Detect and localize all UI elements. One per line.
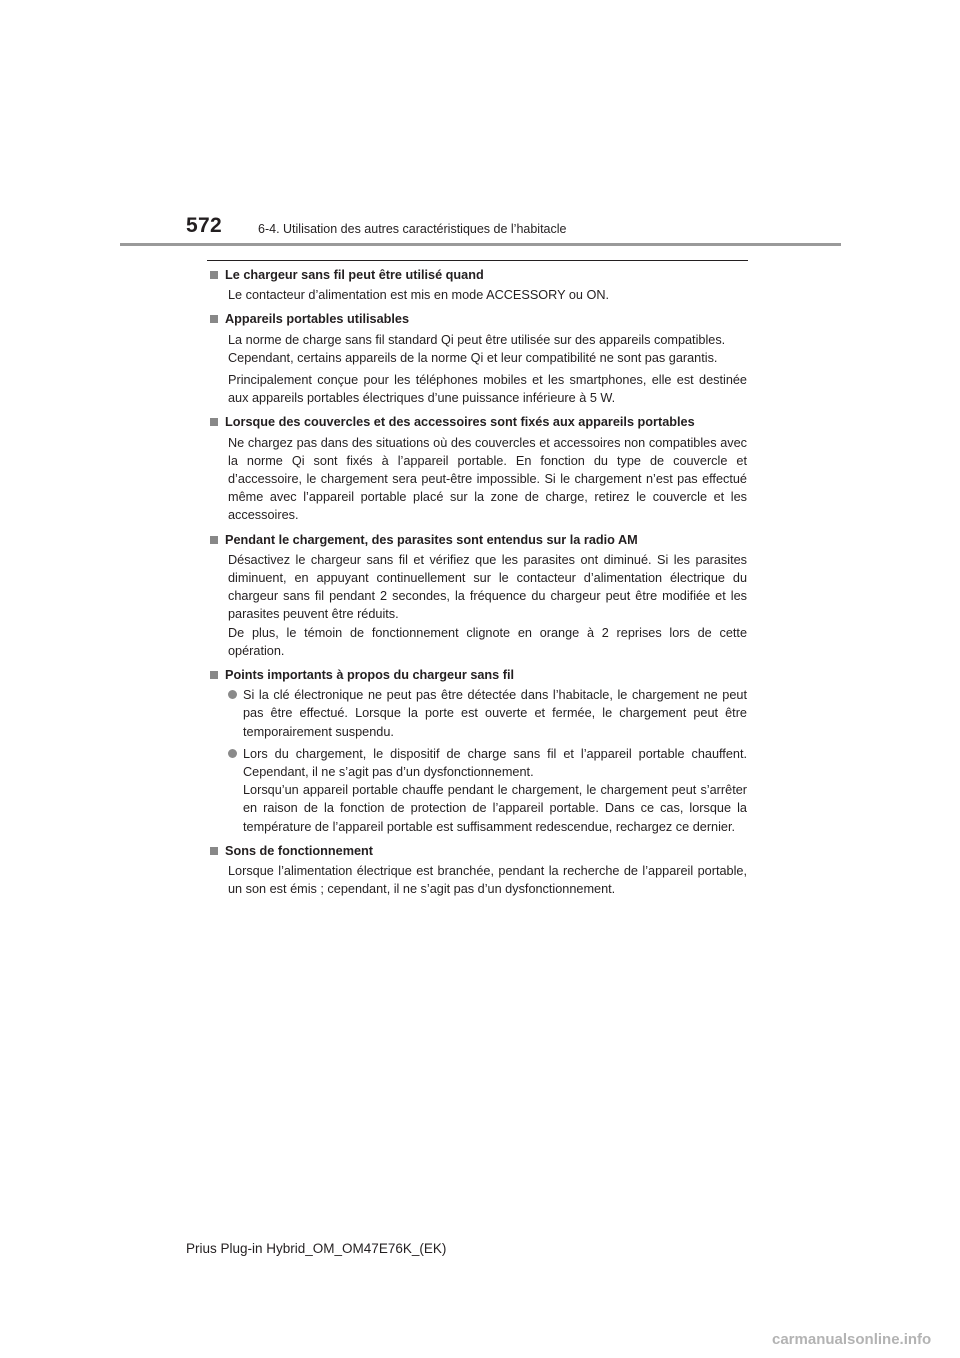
section-important-points — [210, 666, 747, 836]
content — [210, 266, 747, 905]
square-bullet-icon — [210, 671, 218, 679]
section-heading: Points importants à propos du chargeur sans fil — [225, 668, 515, 683]
list-item-text: Lors du chargement, le dispositif de charge sans fil et l’appareil portable chauffent. Cependant, il ne s’agit pas d’un dysfonctionnement. Lorsqu’un appareil portable chauffe pendant le chargement, le chargement peut s’arrêter en raison de la fonction de protection de l’appareil portable. Dans ce cas, lorsque la température de l’appareil portable est suffisamment redescendue, rechargez ce dernier. — [243, 746, 747, 834]
paragraph: Désactivez le chargeur sans fil et vérifiez que les parasites ont diminué. Si les parasites diminuent, en appuyant continuellement sur le contacteur d’alimentation électrique du chargeur sans fil pendant 2 secondes, la fréquence du chargeur peut être modifiée et les parasites peuvent être réduits. De plus, le témoin de fonctionnement clignote en orange à 2 reprises lors de cette opération. — [228, 552, 747, 658]
paragraph: Le contacteur d’alimentation est mis en mode ACCESSORY ou ON. — [228, 288, 610, 303]
square-bullet-icon — [210, 536, 218, 544]
page-number: 572 — [186, 214, 222, 237]
square-bullet-icon — [210, 418, 218, 426]
paragraph: La norme de charge sans fil standard Qi peut être utilisée sur des appareils compatibles. Cependant, certains appareils de la norme Qi et leur compatibilité ne sont pas garantis. — [228, 332, 726, 365]
paragraph: Principalement conçue pour les téléphones mobiles et les smartphones, elle est destinée aux appareils portables électriques d’une puissance inférieure à 5 W. — [228, 373, 747, 406]
square-bullet-icon — [210, 847, 218, 855]
section-heading: Pendant le chargement, des parasites sont entendus sur la radio AM — [225, 532, 638, 547]
list-item-text: Si la clé électronique ne peut pas être détectée dans l’habitacle, le chargement ne peut pas être effectué. Lorsque la porte est ouverte et fermée, le chargement peut être temporairement suspendu. — [243, 688, 747, 739]
section-am-radio-noise — [210, 531, 747, 660]
footer-document-id: Prius Plug-in Hybrid_OM_OM47E76K_(EK) — [186, 1241, 447, 1256]
list-item — [228, 745, 747, 836]
list-item — [228, 686, 747, 741]
circle-bullet-icon — [228, 749, 237, 758]
section-heading: Le chargeur sans fil peut être utilisé quand — [225, 268, 484, 282]
header-rule — [120, 243, 841, 246]
section-heading: Sons de fonctionnement — [225, 843, 374, 858]
section-charger-usable — [210, 266, 747, 304]
paragraph: Ne chargez pas dans des situations où des couvercles et accessoires non compatibles avec la norme Qi sont fixés à l’appareil portable. En fonction du type de couvercle et d’accessoire, le chargement sera peut-être impossible. Si le chargement n’est pas effectué même avec l’appareil portable placé sur la zone de charge, retirez le couvercle et les accessoires. — [228, 435, 747, 523]
section-operating-sounds — [210, 842, 747, 899]
square-bullet-icon — [210, 315, 218, 323]
section-heading: Lorsque des couvercles et des accessoires sont fixés aux appareils portables — [225, 415, 695, 430]
section-covers-accessories — [210, 413, 747, 524]
watermark: carmanualsonline.info — [772, 1331, 932, 1348]
section-heading: Appareils portables utilisables — [225, 312, 410, 327]
section-compatible-devices — [210, 310, 747, 407]
chapter-title: 6-4. Utilisation des autres caractéristiques de l’habitacle — [258, 222, 567, 236]
content-rule — [207, 260, 748, 261]
circle-bullet-icon — [228, 690, 237, 699]
square-bullet-icon — [210, 271, 218, 279]
paragraph: Lorsque l’alimentation électrique est branchée, pendant la recherche de l’appareil portable, un son est émis ; cependant, il ne s’agit pas d’un dysfonctionnement. — [228, 864, 747, 897]
